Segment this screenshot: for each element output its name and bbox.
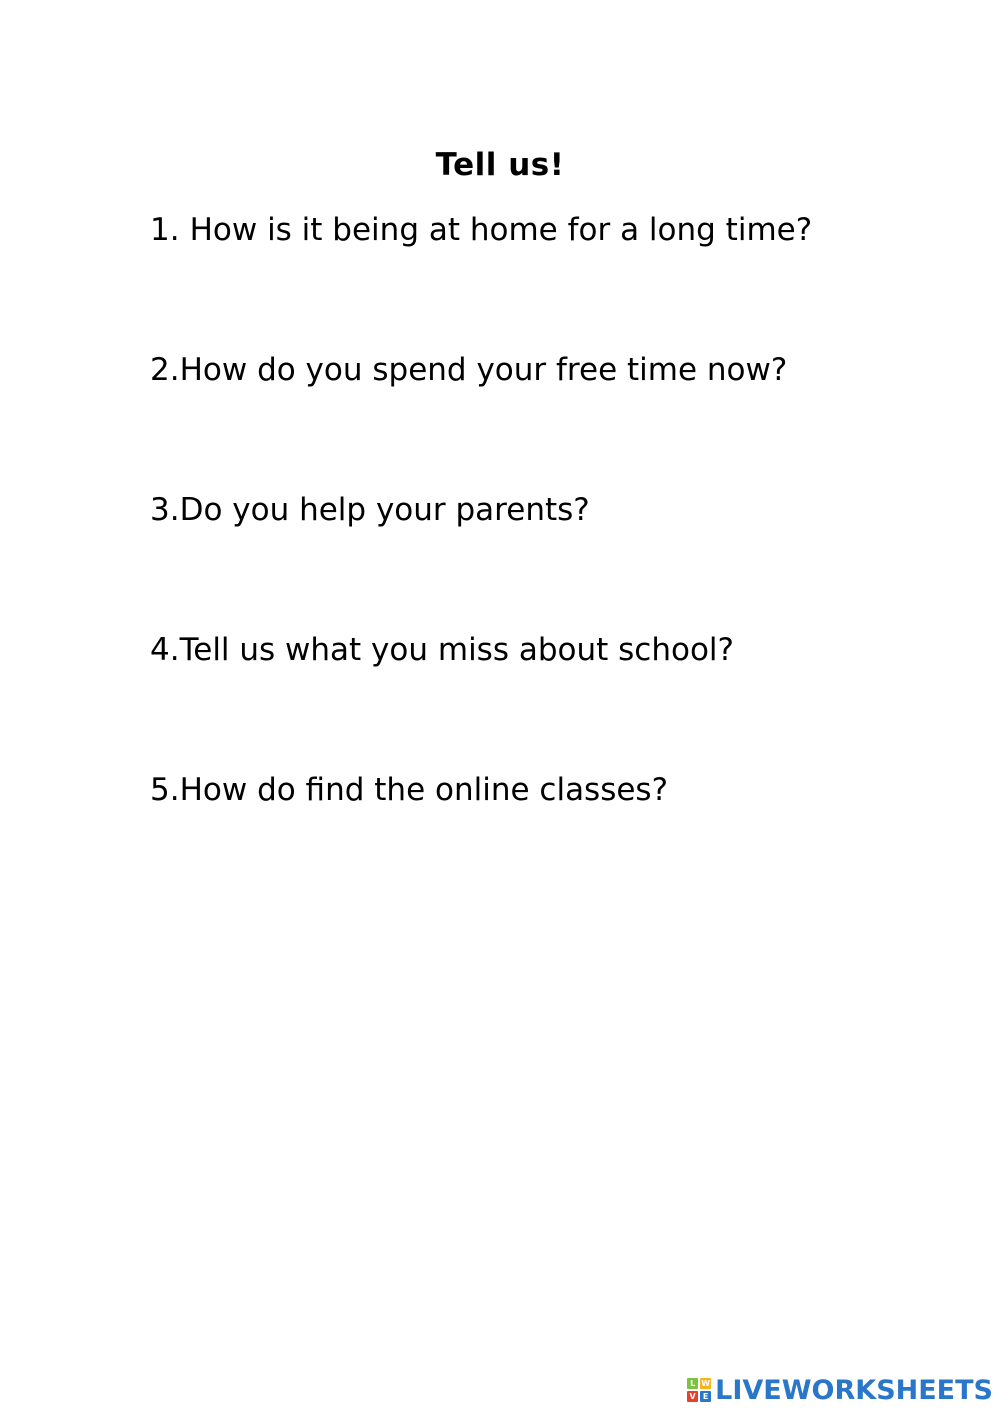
question-number: 4. [150,632,180,668]
liveworksheets-logo [687,1373,993,1407]
question-item [150,628,812,768]
question-item [150,208,812,348]
question-text: Do you help your parents? [179,492,590,528]
logo-icon-tile: L [687,1378,698,1389]
logo-icon-tile: V [687,1391,698,1402]
question-number: 3. [150,492,180,528]
question-number: 5. [150,772,180,808]
logo-icon-tile: E [700,1391,711,1402]
logo-icon-tile: W [701,1379,711,1388]
question-number: 1. [150,212,180,248]
question-item [150,768,812,908]
question-text: How is it being at home for a long time? [189,212,813,248]
question-list [150,208,812,908]
question-text: How do you spend your free time now? [179,352,788,388]
liveworksheets-logo-icon [687,1378,711,1402]
logo-text: LIVEWORKSHEETS [715,1374,993,1406]
question-item [150,488,812,628]
page-title: Tell us! [435,146,565,183]
question-number: 2. [150,352,180,388]
question-text: How do find the online classes? [179,772,669,808]
question-text: Tell us what you miss about school? [179,632,734,668]
question-item [150,348,812,488]
